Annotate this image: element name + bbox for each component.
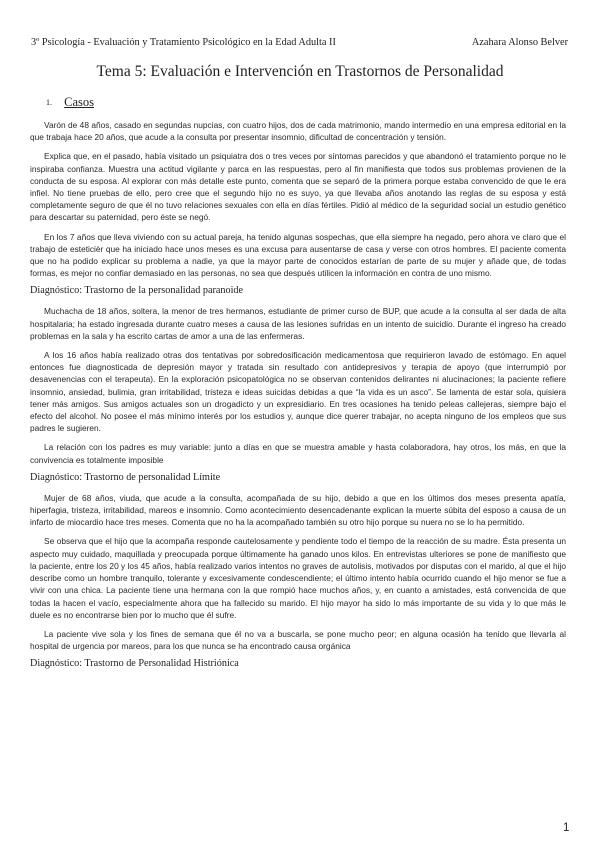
author-name: Azahara Alonso Belver (471, 37, 568, 48)
case1-paragraph: Explica que, en el pasado, había visitado un psiquiatra dos o tres veces por síntomas parecidos y que abandonó el tratamiento porque no le inspiraba confianza. Muestra una actitud vigilante y parca en las respuestas, pero al fin manifiesta que todos sus problemas provienen de la conducta de su esposa. Al explorar con más detalle este punto, comenta que se separó de la primera porque estaba convencido de que le era infiel. No tiene pruebas de ello, pero cree que el segundo hijo no es suyo, ya que llevaba años anotando las reglas de su esposa y está completamente seguro de que él no tuvo relaciones sexuales con ella en días fértiles. Pidió al médico de la seguridad social un estudio genético para descartar su paternidad, pero éste se negó. (30, 151, 566, 223)
course-title: 3º Psicología - Evaluación y Tratamiento Psicológico en la Edad Adulta II (31, 37, 336, 48)
section-heading (46, 95, 94, 110)
case1-diagnosis: Diagnóstico: Trastorno de la personalidad paranoide (30, 285, 244, 297)
case1-paragraph: Varón de 48 años, casado en segundas nupcias, con cuatro hijos, dos de cada matrimonio, mando intermedio en una empresa editorial en la que trabaja hace 20 años, que acude a la consulta por presentar insomnio, dificultad de concentración y tensión. (30, 120, 566, 143)
page-header (31, 37, 568, 48)
case3-diagnosis: Diagnóstico: Trastorno de Personalidad Histriónica (30, 658, 239, 670)
case1-paragraph: En los 7 años que lleva viviendo con su actual pareja, ha tenido algunas sospechas, que ella siempre ha negado, pero ahora ve claro que el trabajo de esteticièr que ha iniciado hace unos meses es una excusa para ausentarse de casa y verse con otros hombres. El paciente comenta que no ha podido explicar su problema a nadie, ya que la mayor parte de conocidos estarían de parte de su mujer y añade que, de todas formas, es mejor no confiar demasiado en las personas, no sea que después utilicen la información en contra de uno mismo. (30, 231, 566, 279)
case2-paragraph: La relación con los padres es muy variable: junto a días en que se muestra amable y hasta colaboradora, hay otros, los más, en que la convivencia es totalmente imposible (30, 442, 566, 465)
document-body (30, 119, 566, 678)
case2-paragraph: Muchacha de 18 años, soltera, la menor de tres hermanos, estudiante de primer curso de BUP, que acude a la consulta al ser dada de alta hospitalaria; ha estado ingresada durante cuatro meses a causa de las lesiones sufridas en un intento de suicidio. Durante el ingreso ha creado problemas en la sala y ha escrito cartas de amor a una de las enfermeras. (30, 306, 566, 341)
section-number: 1. (46, 98, 52, 107)
page-number: 1 (563, 822, 570, 834)
case3-paragraph: La paciente vive sola y los fines de semana que él no va a buscarla, se pone mucho peor; en alguna ocasión ha tenido que llevarla al hospital de urgencia por mareos, para los que nunca se ha encontrado causa orgánica (30, 628, 566, 652)
case2-paragraph: A los 16 años había realizado otras dos tentativas por sobredosificación medicamentosa que requirieron lavado de estómago. En aquel entonces fue diagnosticada de depresión mayor y tratada sin resultado con antidepresivos y terapia de apoyo (que interrumpió por desavenencias con el terapeuta). En la exploración psicopatológica no se observan contenidos delirantes ni alucinaciones; la paciente refiere insomnio, ansiedad, bulimia, gran irritabilidad, tristeza e ideas suicidas debidas a que “la vida es un asco”. Se lamenta de estar sola, quisiera tener más amigos. Sus amigos actuales son un drogadicto y un expresidiario. En tres ocasiones ha tenido peleas callejeras, siempre bajo el efecto del alcohol. No posee el más mínimo interés por los estudios y, aunque dice querer trabajar, no acepta ninguno de los empleos que sus padres le sugieren. (30, 350, 566, 434)
page-title: Tema 5: Evaluación e Intervención en Trastornos de Personalidad (96, 63, 504, 80)
case3-paragraph: Se observa que el hijo que la acompaña responde cautelosamente y pendiente todo el tiempo de la reacción de su madre. Ésta presenta un aspecto muy cuidado, maquillada y preocupada porque últimamente ha ganado unos kilos. En entrevistas ulteriores se pone de manifiesto que la paciente, entre los 20 y los 45 años, había realizado varios intentos no graves de autolisis, motivados por disputas con el marido, al que el hijo describe como un hombre tranquilo, tolerante y excesivamente condescendiente; el último intento había ocurrido cuando el hijo menor se fue a vivir con una chica. La paciente tiene una hermana con la que rompió hace muchos años, y, en cuanto a amistades, está convencida de que todas la hacen el vacío, especialmente ahora que ha fallecido su marido. El hijo mayor ha sido lo más importante de su vida y lo que más le duele es no encontrarse bien por lo mucho que él sufre. (30, 536, 566, 620)
section-label: Casos (64, 95, 94, 109)
case2-diagnosis: Diagnóstico: Trastorno de personalidad Límite (30, 471, 221, 483)
case3-paragraph: Mujer de 68 años, viuda, que acude a la consulta, acompañada de su hijo, debido a que en los últimos dos meses presenta apatía, hiperfagia, tristeza, irritabilidad, mareos e insomnio. Como acontecimiento desencadenante explican la muerte súbita del esposo a causa de un infarto de miocardio hace tres meses. Comenta que no ha la acompañado también su otro hijo porque su nuera no se lo ha permitido. (30, 492, 566, 528)
